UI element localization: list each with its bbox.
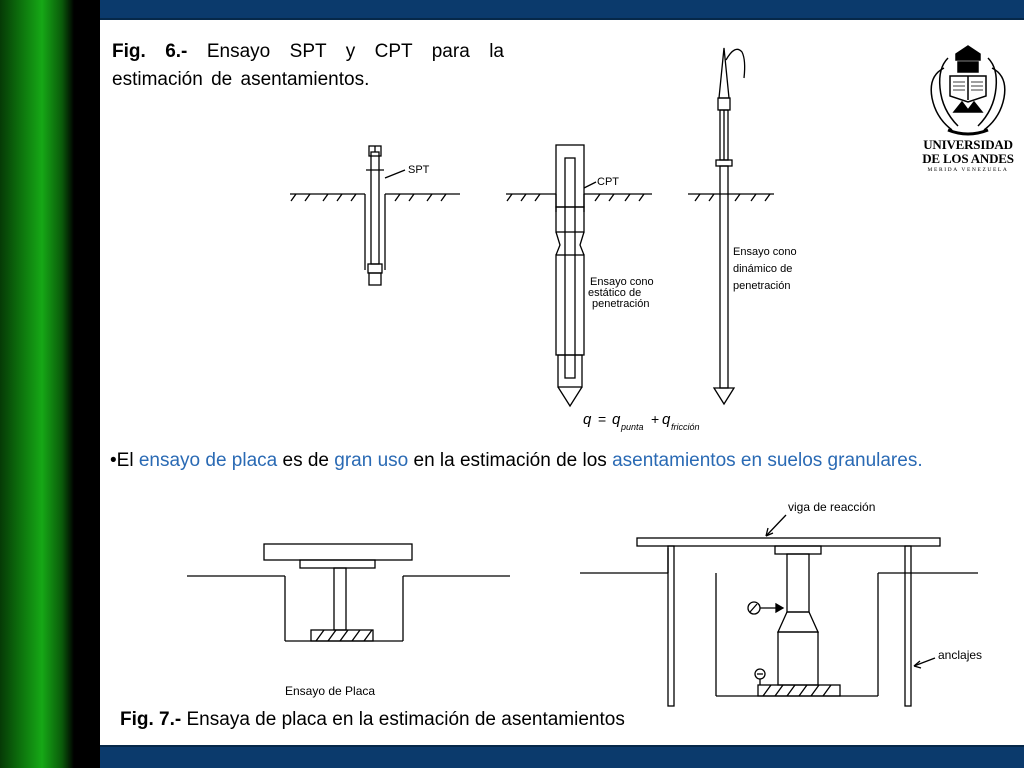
fig6-label: Fig. 6.- xyxy=(112,41,188,62)
logo-line-1: UNIVERSIDAD xyxy=(923,137,1013,152)
formula xyxy=(583,411,700,432)
dynamic-cone-line-1: Ensayo cono xyxy=(733,246,797,258)
dynamic-cone-diagram xyxy=(688,48,774,404)
dynamic-cone-line-3: penetración xyxy=(733,280,791,292)
static-cone-label xyxy=(588,276,654,310)
spt-diagram xyxy=(290,146,460,285)
anchors-label: anclajes xyxy=(938,648,983,662)
formula-plus: + xyxy=(651,411,660,427)
fig7-caption xyxy=(120,708,625,732)
bullet-paragraph xyxy=(110,448,990,474)
reaction-beam-diagram xyxy=(580,515,978,706)
logo-name xyxy=(918,138,1018,166)
formula-sub-friccion: fricción xyxy=(671,422,700,432)
formula-q: q xyxy=(583,411,592,428)
logo-line-2: DE LOS ANDES xyxy=(922,151,1014,166)
static-cone-line-3: penetración xyxy=(592,298,650,310)
cpt-label: CPT xyxy=(597,176,619,188)
plate-test-diagram xyxy=(187,544,510,641)
fig7-label: Fig. 7.- xyxy=(120,709,182,730)
bullet-text-1: El xyxy=(116,450,139,471)
dynamic-cone-line-2: dinámico de xyxy=(733,263,793,275)
logo-city: MERIDA VENEZUELA xyxy=(927,167,1009,173)
plate-test-label: Ensayo de Placa xyxy=(285,684,376,698)
static-cone-line-1: Ensayo cono xyxy=(590,276,654,288)
bullet-text-3: en la estimación de los xyxy=(408,450,613,471)
university-seal-icon xyxy=(918,38,1018,138)
formula-q-friccion: q xyxy=(662,411,671,428)
formula-sub-punta: punta xyxy=(621,422,644,432)
bullet-mark: • xyxy=(110,450,117,471)
highlight-asentamientos: asentamientos en suelos granulares. xyxy=(612,450,923,471)
dynamic-cone-label xyxy=(733,246,797,292)
bullet-text-2: es de xyxy=(277,450,335,471)
university-logo xyxy=(918,38,1018,188)
formula-q-punta: q xyxy=(612,411,621,428)
highlight-gran-uso: gran uso xyxy=(334,450,409,471)
static-cone-line-2: estático de xyxy=(588,287,642,299)
fig7-text: Ensaya de placa en la estimación de asentamientos xyxy=(181,709,625,730)
spt-label: SPT xyxy=(408,164,430,176)
formula-equals: = xyxy=(598,411,607,427)
highlight-ensayo-placa: ensayo de placa xyxy=(138,450,278,471)
reaction-beam-label: viga de reacción xyxy=(788,500,876,514)
fig6-text: Ensayo SPT y CPT para la estimación de asentamientos. xyxy=(112,41,504,90)
